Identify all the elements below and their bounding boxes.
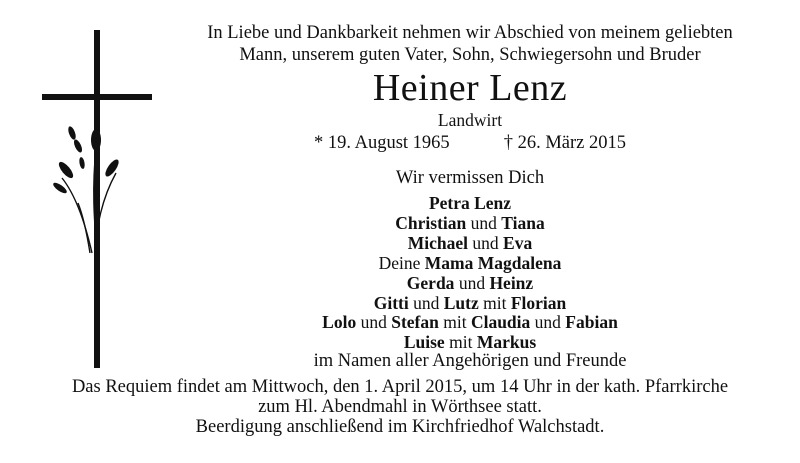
family-line bbox=[170, 234, 770, 254]
family-member-name: Tiana bbox=[501, 212, 545, 233]
deceased-name: Heiner Lenz bbox=[372, 67, 568, 109]
family-member-name: Petra Lenz bbox=[428, 193, 512, 213]
intro-text bbox=[170, 22, 770, 66]
family-member-name: Claudia bbox=[470, 312, 531, 333]
family-connector: und bbox=[408, 292, 444, 313]
family-line bbox=[170, 194, 770, 214]
family-connector: und bbox=[468, 232, 504, 253]
family-member-name: Heinz bbox=[489, 272, 534, 293]
family-connector: mit bbox=[438, 312, 471, 333]
closing-line: im Namen aller Angehörigen und Freunde bbox=[313, 351, 627, 371]
family-member-name: Stefan bbox=[391, 312, 439, 333]
family-line bbox=[170, 214, 770, 234]
requiem-line: Das Requiem findet am Mittwoch, den 1. April 2015, um 14 Uhr in der kath. Pfarrkirche bbox=[71, 377, 729, 397]
family-member-name: Lolo bbox=[322, 312, 357, 333]
family-line bbox=[170, 254, 770, 274]
requiem-notice bbox=[0, 377, 800, 437]
family-connector: und bbox=[466, 212, 502, 233]
family-connector: Deine bbox=[378, 252, 425, 273]
family-member-name: Mama Magdalena bbox=[424, 252, 562, 273]
intro-line: In Liebe und Dankbarkeit nehmen wir Abschied von meinem geliebten bbox=[207, 23, 733, 43]
family-list bbox=[170, 194, 770, 353]
intro-line: Mann, unserem guten Vater, Sohn, Schwiegersohn und Bruder bbox=[239, 45, 701, 65]
cross-with-wheat-icon bbox=[0, 0, 170, 380]
family-member-name: Eva bbox=[503, 232, 533, 253]
family-member-name: Gerda bbox=[406, 272, 455, 293]
family-line bbox=[170, 294, 770, 314]
cross-horizontal-beam bbox=[42, 94, 152, 100]
family-member-name: Christian bbox=[395, 212, 467, 233]
family-member-name: Florian bbox=[510, 292, 567, 313]
requiem-line: zum Hl. Abendmahl in Wörthsee statt. bbox=[258, 397, 542, 417]
life-dates bbox=[170, 132, 770, 154]
family-member-name: Michael bbox=[407, 232, 469, 253]
birth-date: * 19. August 1965 bbox=[314, 133, 450, 153]
family-connector: und bbox=[454, 272, 490, 293]
family-member-name: Markus bbox=[476, 332, 537, 353]
family-member-name: Fabian bbox=[565, 312, 618, 333]
family-member-name: Lutz bbox=[443, 292, 479, 313]
family-member-name: Luise bbox=[403, 332, 445, 353]
miss-line: Wir vermissen Dich bbox=[395, 168, 545, 188]
family-connector: und bbox=[356, 312, 392, 333]
family-connector: mit bbox=[478, 292, 511, 313]
wheat-icon bbox=[52, 118, 122, 258]
family-connector: mit bbox=[444, 332, 477, 353]
requiem-line: Beerdigung anschließend im Kirchfriedhof Walchstadt. bbox=[195, 417, 605, 437]
family-line bbox=[170, 313, 770, 333]
death-date: † 26. März 2015 bbox=[503, 133, 626, 153]
family-member-name: Gitti bbox=[373, 292, 409, 313]
family-line bbox=[170, 274, 770, 294]
family-connector: und bbox=[530, 312, 566, 333]
occupation: Landwirt bbox=[437, 110, 503, 130]
